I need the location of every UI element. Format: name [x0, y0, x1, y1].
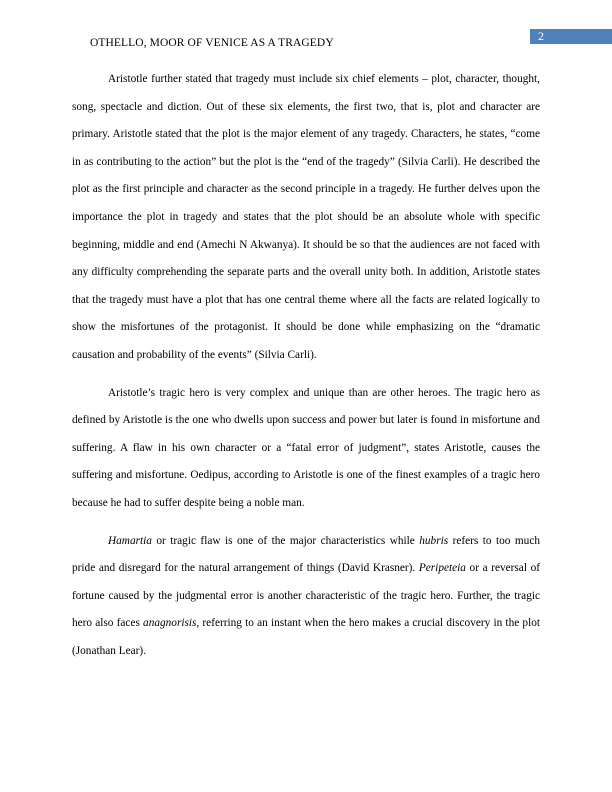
running-head: OTHELLO, MOOR OF VENICE AS A TRAGEDY: [90, 37, 334, 49]
paragraph-3-text-3: or a reversal of fortune caused by the judgmental error is another characteristic of the tragic hero. Further, the tragic hero also faces: [72, 562, 540, 630]
document-body: [72, 66, 540, 665]
paragraph-3: [72, 528, 540, 666]
paragraph-3-text-4: , referring to an instant when the hero makes a crucial discovery in the plot (Jonathan Lear).: [72, 617, 540, 657]
paragraph-1: Aristotle further stated that tragedy must include six chief elements – plot, character, thought, song, spectacle and diction. Out of these six elements, the first two, that is, plot and character are primary. Aristotle stated that the plot is the major element of any tragedy. Characters, he states, “come in as contributing to the action” but the plot is the “end of the tragedy” (Silvia Carli). He described the plot as the first principle and character as the second principle in a tragedy. He further delves upon the importance the plot in tragedy and states that the plot should be an absolute whole with specific beginning, middle and end (Amechi N Akwanya). It should be so that the audiences are not faced with any difficulty comprehending the separate parts and the overall unity both. In addition, Aristotle states that the tragedy must have a plot that has one central theme where all the facts are related logically to show the misfortunes of the protagonist. It should be done while emphasizing on the “dramatic causation and probability of the events” (Silvia Carli).: [72, 73, 540, 361]
term-anagnorisis: anagnorisis: [143, 617, 197, 630]
page-number-badge: [530, 29, 612, 44]
paragraph-3-text-1: or tragic flaw is one of the major characteristics while: [151, 534, 420, 547]
page-number: 2: [538, 29, 544, 43]
term-peripeteia: Peripeteia: [418, 562, 466, 575]
paragraph-3-text-2: refers to too much pride and disregard for the natural arrangement of things (David Krasner).: [72, 534, 540, 575]
term-hamartia: Hamartia: [108, 534, 152, 547]
paragraph-2: Aristotle’s tragic hero is very complex and unique than are other heroes. The tragic hero as defined by Aristotle is the one who dwells upon success and power but later is found in misfortune and suffering. A flaw in his own character or a “fatal error of judgment”, states Aristotle, causes the suffering and misfortune. Oedipus, according to Aristotle is one of the finest examples of a tragic hero because he had to suffer despite being a noble man.: [72, 386, 540, 509]
term-hubris: hubris: [419, 534, 449, 547]
